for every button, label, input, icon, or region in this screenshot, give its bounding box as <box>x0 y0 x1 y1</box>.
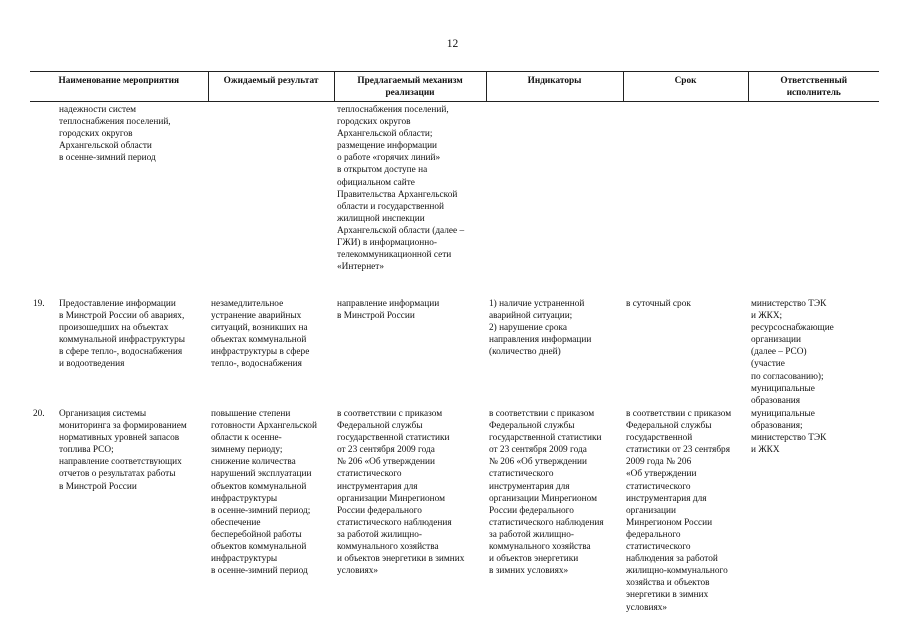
row-executor: муниципальные образования; министерство ТЭК и ЖКХ <box>751 409 827 456</box>
row-result: незамедлительное устранение аварийных ситуаций, возникших на объектах коммунальной инфраструктуры в сфере тепло-, водоснабжения <box>211 299 310 370</box>
row-mechanism: в соответствии с приказом Федеральной службы государственной статистики от 23 сентября 2009 года № 206 «Об утверждении статистического инструментария для организации Минрегионом России федерального статистического наблюдения за работой жилищно- коммунального хозяйства и объектов энергетики в зимних условиях» <box>337 409 465 577</box>
row-indicators: в соответствии с приказом Федеральной службы государственной статистики от 23 сентября 2009 года № 206 «Об утверждении статистического инструментария для организации Минрегионом России федерального статистического наблюдения за работой жилищно- коммунального хозяйства и объектов энергетики в зимних условиях» <box>489 409 604 577</box>
table-row <box>30 298 879 408</box>
row-executor: министерство ТЭК и ЖКХ; ресурсоснабжающие организации (далее – РСО) (участие по согласованию); муниципальные образования <box>751 299 834 406</box>
row-mechanism: направление информации в Минстрой России <box>337 299 440 322</box>
header-result: Ожидаемый результат <box>208 72 334 102</box>
header-term: Срок <box>623 72 748 102</box>
row-term: в суточный срок <box>626 299 691 309</box>
row-name: Предоставление информации в Минстрой России об авариях, произошедших на объектах коммунальной инфраструктуры в сфере тепло-, водоснабжения и водоотведения <box>59 299 186 370</box>
page-number: 12 <box>446 38 459 50</box>
row-term: в соответствии с приказом Федеральной службы государственной статистики от 23 сентября 2009 года № 206 «Об утверждении статистического инструментария для организации Минрегионом России федерального статистического наблюдения за работой жилищно-коммунального хозяйства и объектов энергетики в зимних условиях» <box>626 409 732 613</box>
row-term <box>623 102 748 299</box>
row-name: Организация системы мониторинга за формированием нормативных уровней запасов топлива РСО; направление соответствующих отчетов о результатах работы в Минстрой России <box>59 409 187 492</box>
header-name: Наименование мероприятия <box>30 72 208 102</box>
table-row <box>30 408 879 614</box>
row-number: 19. <box>33 299 45 309</box>
row-result <box>208 102 334 299</box>
row-mechanism: теплоснабжения поселений, городских округов Архангельской области; размещение информации о работе «горячих линий» в открытом доступе на официальном сайте Правительства Архангельской области и государственной жилищной инспекции Архангельской области (далее – ГЖИ) в информационно- телекоммуникационной сети «Интернет» <box>337 105 465 273</box>
table-row <box>30 102 879 299</box>
plan-table <box>30 71 879 614</box>
row-number: 20. <box>33 409 45 419</box>
header-executor: Ответственный исполнитель <box>748 72 879 102</box>
row-number <box>30 102 56 299</box>
row-result: повышение степени готовности Архангельской области к осенне- зимнему периоду; снижение количества нарушений эксплуатации объектов коммунальной инфраструктуры в осенне-зимний период; обеспечение бесперебойной работы объектов коммунальной инфраструктуры в осенне-зимний период <box>211 409 317 577</box>
row-indicators <box>486 102 623 299</box>
table-header-row <box>30 72 879 102</box>
header-indicators: Индикаторы <box>486 72 623 102</box>
row-executor <box>748 102 879 299</box>
row-name: надежности систем теплоснабжения поселений, городских округов Архангельской области в осенне-зимний период <box>59 105 171 164</box>
header-mechanism: Предлагаемый механизм реализации <box>334 72 486 102</box>
row-indicators: 1) наличие устраненной аварийной ситуации; 2) нарушение срока направления информации (количество дней) <box>489 299 592 358</box>
